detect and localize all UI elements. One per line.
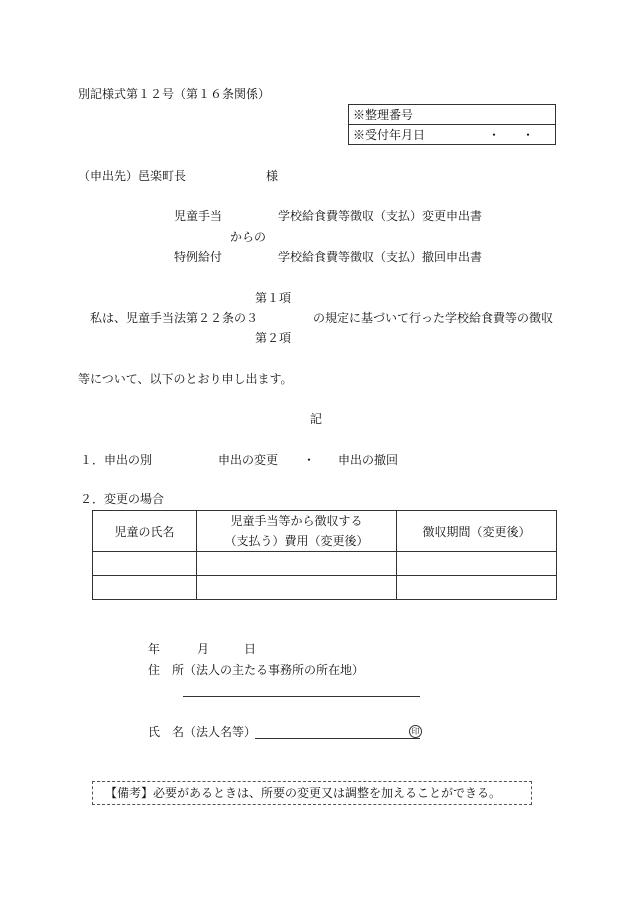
address-underline[interactable] [183, 696, 420, 697]
remarks-note [92, 781, 532, 805]
cell-cost[interactable] [197, 552, 397, 576]
table-header-row [93, 511, 557, 552]
table-row [93, 576, 557, 600]
office-box-divider [348, 124, 556, 125]
statement-line-2: 等について、以下のとおり申し出ます。 [78, 372, 293, 386]
item1-label: １．申出の別 [80, 453, 153, 467]
ki-heading: 記 [310, 412, 323, 426]
name-label: 氏 名（法人名等） [148, 725, 257, 739]
header-child-name: 児童の氏名 [93, 511, 197, 552]
date-day: 日 [244, 642, 257, 656]
title-option-special-benefit: 特例給付 [174, 250, 223, 264]
item2-label: ２．変更の場合 [80, 492, 165, 506]
date-dot-2: ・ [522, 128, 535, 142]
cell-period[interactable] [397, 576, 557, 600]
remarks-text: 必要があるときは、所要の変更又は調整を加えることができる。 [153, 786, 502, 800]
received-date-label: ※受付年月日 [353, 128, 426, 142]
title-option-child-allowance: 児童手当 [174, 209, 223, 223]
change-details-table [92, 510, 557, 600]
address-label: 住 所（法人の主たる事務所の所在地） [148, 663, 365, 677]
date-year: 年 [148, 642, 161, 656]
header-cost-line1: 児童手当等から徴収する [230, 514, 363, 528]
title-connector: からの [230, 230, 267, 244]
table-row [93, 552, 557, 576]
cell-cost[interactable] [197, 576, 397, 600]
statement-line-end: の規定に基づいて行った学校給食費等の徴収 [313, 311, 554, 325]
reference-number-label: ※整理番号 [353, 108, 414, 122]
remarks-label: 【備考】 [105, 786, 154, 800]
addressee-honorific: 様 [266, 169, 279, 183]
clause-1: 第１項 [255, 291, 292, 305]
clause-2: 第２項 [255, 331, 292, 345]
title-change-form: 学校給食費等徴収（支払）変更申出書 [278, 209, 483, 223]
date-dot-1: ・ [488, 128, 501, 142]
statement-line-start: 私は、児童手当法第２２条の３ [90, 311, 259, 325]
form-number: 別記様式第１２号（第１６条関係） [78, 87, 271, 101]
name-underline[interactable] [255, 738, 420, 739]
item1-separator: ・ [303, 453, 316, 467]
header-cost-line2: （支払う）費用（変更後） [224, 534, 369, 548]
cell-child-name[interactable] [93, 576, 197, 600]
item1-option-withdraw: 申出の撤回 [338, 453, 399, 467]
title-withdraw-form: 学校給食費等徴収（支払）撤回申出書 [278, 250, 483, 264]
cell-period[interactable] [397, 552, 557, 576]
cell-child-name[interactable] [93, 552, 197, 576]
seal-icon: 印 [409, 725, 422, 738]
date-month: 月 [197, 642, 210, 656]
addressee-prefix: （申出先）邑楽町長 [78, 169, 187, 183]
item1-option-change: 申出の変更 [218, 453, 279, 467]
header-period: 徴収期間（変更後） [397, 511, 557, 552]
header-cost [197, 511, 397, 552]
